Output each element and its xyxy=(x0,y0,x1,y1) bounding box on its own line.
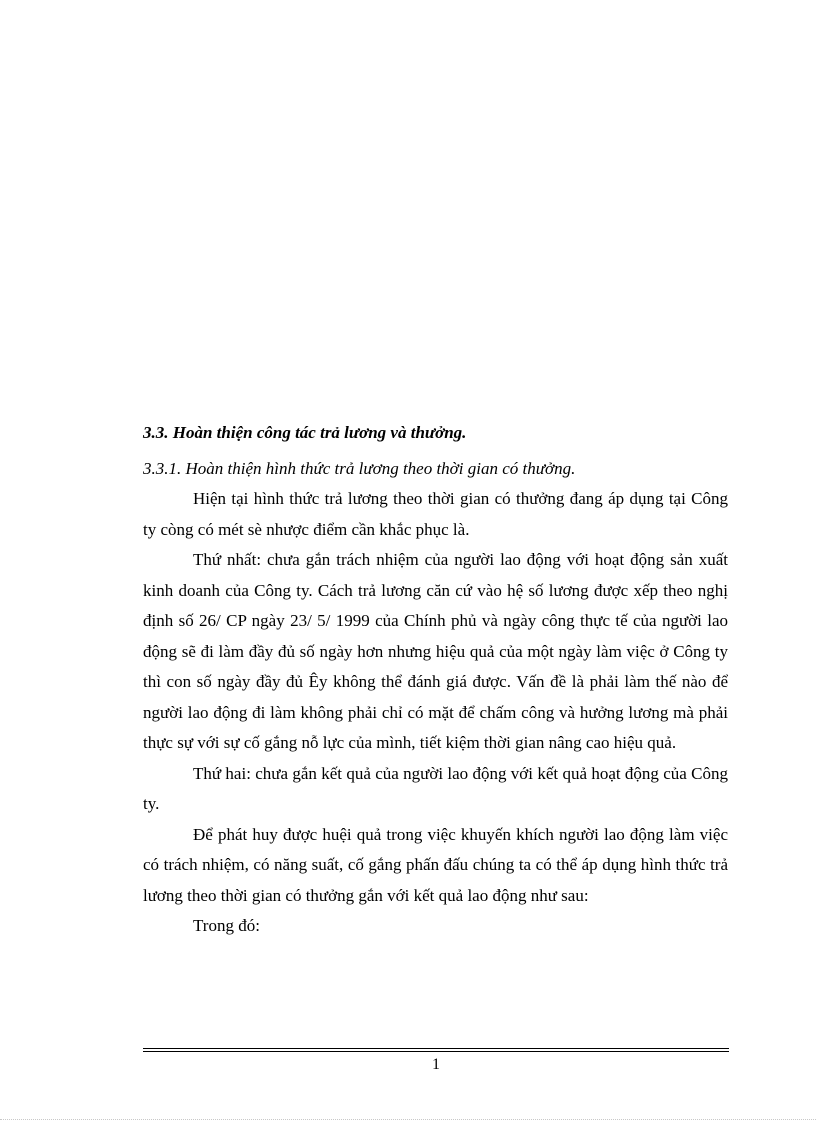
footer-rule xyxy=(143,1048,729,1052)
paragraph-second-issue: Thứ hai: chưa gắn kết quả của người lao động với kết quả hoạt động của Công ty. xyxy=(143,763,728,813)
paragraph-where: Trong đó: xyxy=(193,916,260,935)
page-bottom-edge xyxy=(0,1119,816,1120)
paragraph-current-situation: Hiện tại hình thức trả lương theo thời gian có thưởng đang áp dụng tại Công ty còng có mét sè nhược điểm cần khắc phục là. xyxy=(143,489,728,539)
page-content xyxy=(143,422,728,942)
section-heading: 3.3. Hoàn thiện công tác trả lương và thưởng. xyxy=(143,423,467,442)
page-number: 1 xyxy=(432,1056,440,1073)
paragraph-proposal: Để phát huy được huệi quả trong việc khuyến khích người lao động làm việc có trách nhiệm, có năng suất, cố gắng phấn đấu chúng ta có thể áp dụng hình thức trả lương theo thời gian có thưởng gắn với kết quả lao động như sau: xyxy=(143,824,728,905)
subsection-heading: 3.3.1. Hoàn thiện hình thức trả lương theo thời gian có thưởng. xyxy=(143,459,576,478)
paragraph-first-issue: Thứ nhất: chưa gắn trách nhiệm của người lao động với hoạt động sản xuất kinh doanh của Công ty. Cách trả lương căn cứ vào hệ số lương được xếp theo nghị định số 26/ CP ngày 23/ 5/ 1999 của Chính phủ và ngày công thực tế của người lao động sẽ đi làm đầy đủ số ngày hơn nhưng hiệu quả của một ngày làm việc ở Công ty thì con số ngày đầy đủ Êy không thể đánh giá được. Vấn đề là phải làm thế nào để người lao động đi làm không phải chỉ có mặt để chấm công và hưởng lương mà phải thực sự với sự cố gắng nỗ lực của mình, tiết kiệm thời gian nâng cao hiệu quả. xyxy=(143,550,728,752)
